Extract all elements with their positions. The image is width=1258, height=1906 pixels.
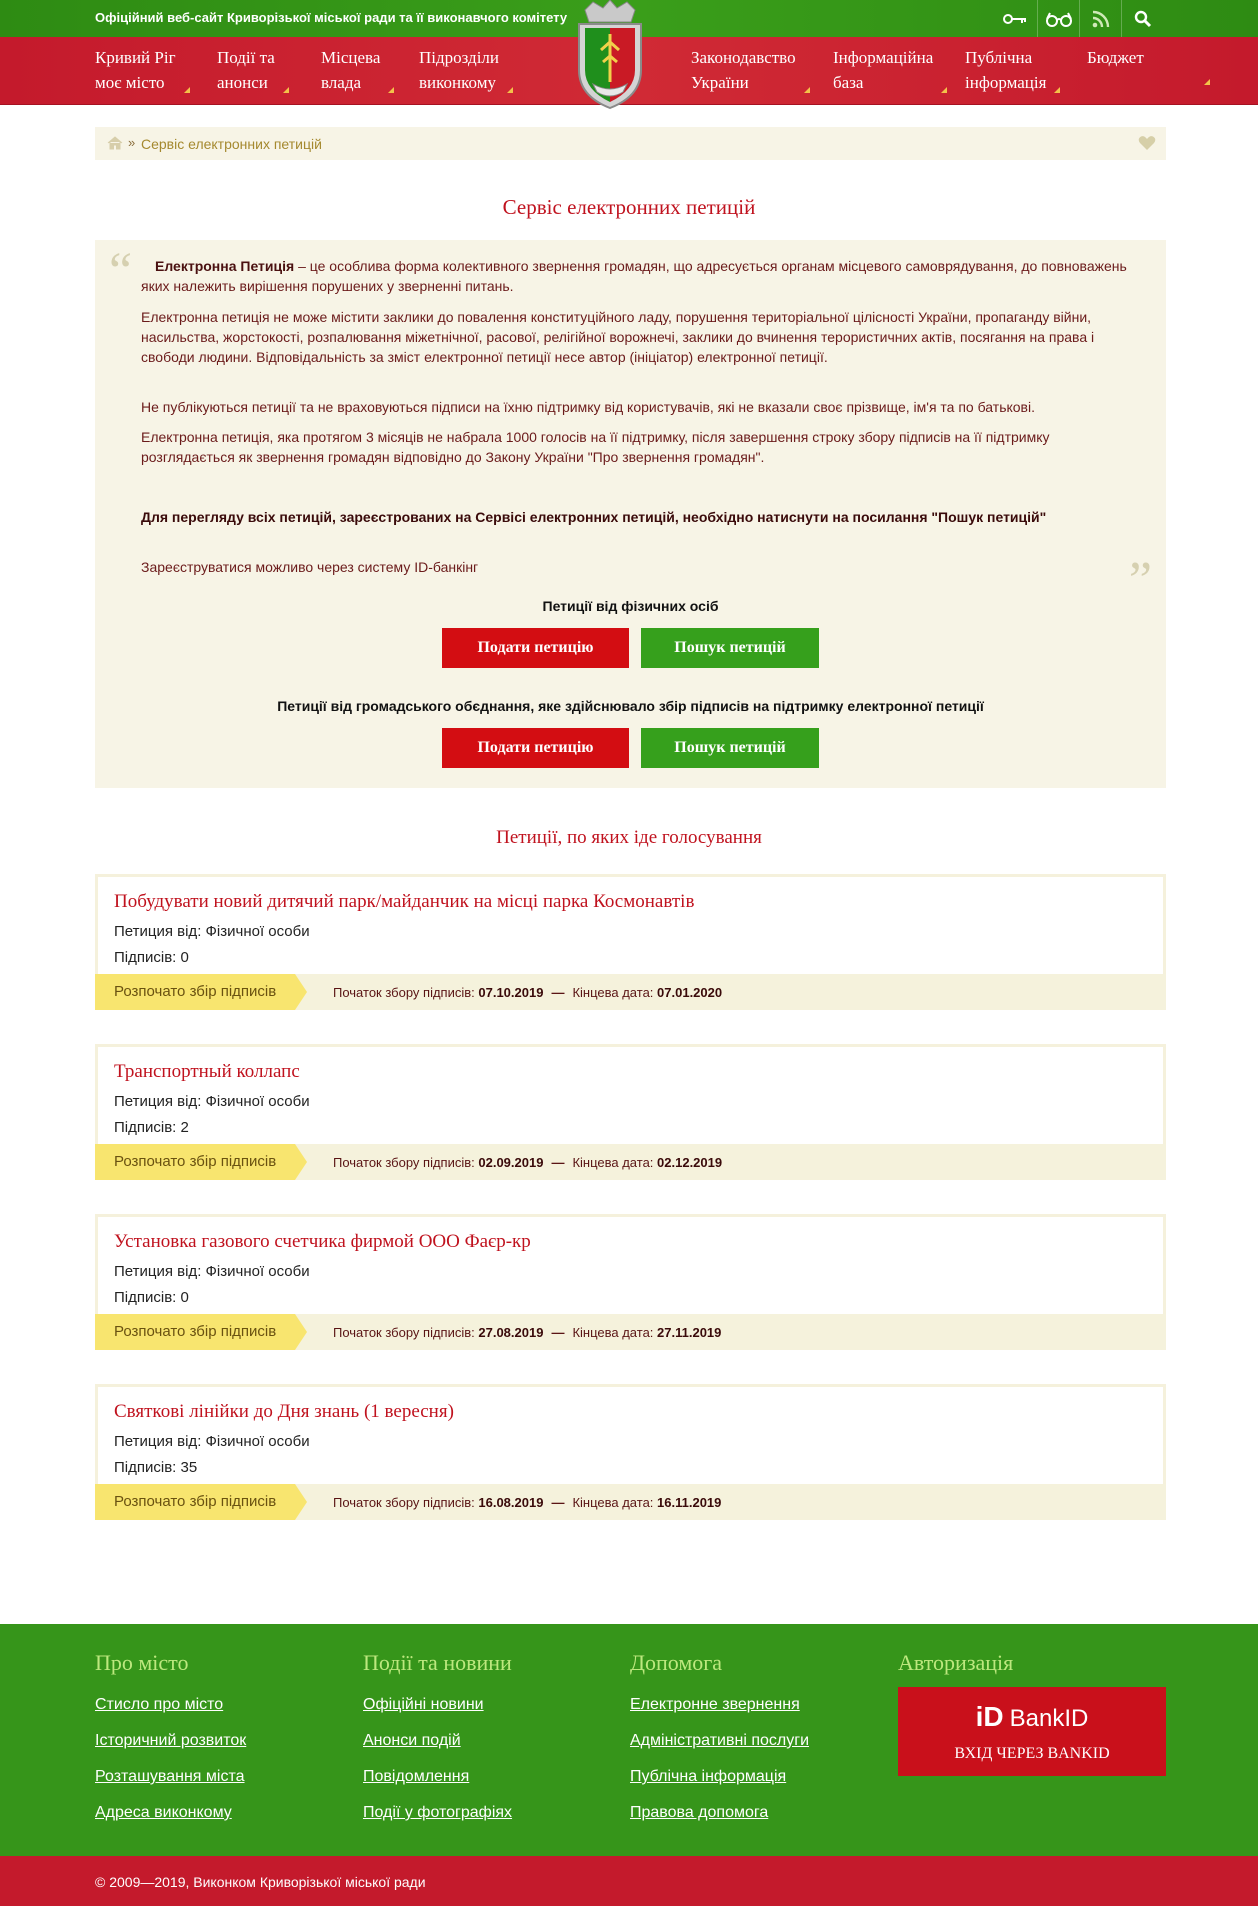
- petition-title[interactable]: Транспортный коллапс: [114, 1061, 300, 1082]
- status-badge: Розпочато збір підписів: [95, 1314, 295, 1350]
- copyright-bar: [0, 1856, 1258, 1906]
- breadcrumb: [95, 127, 1166, 160]
- petition-from: Петиция від: Фізичної особи: [114, 923, 310, 940]
- search-petitions-button-associations[interactable]: Пошук петицій: [641, 728, 819, 768]
- menu-item-public-info[interactable]: Публічна інформація: [965, 45, 1046, 95]
- footer-link[interactable]: Стисло про місто: [95, 1696, 224, 1713]
- footer: [0, 1624, 1258, 1856]
- petition-card: [95, 874, 1166, 1010]
- footer-link[interactable]: Адреса виконкому: [95, 1804, 232, 1821]
- petition-signatures: Підписів: 35: [114, 1459, 198, 1476]
- footer-link[interactable]: Розташування міста: [95, 1768, 245, 1785]
- glasses-icon[interactable]: [1037, 0, 1079, 37]
- footer-link[interactable]: Адміністративні послуги: [630, 1732, 809, 1749]
- search-petitions-button-individuals[interactable]: Пошук петицій: [641, 628, 819, 668]
- submit-petition-button-associations[interactable]: Подати петицію: [442, 728, 629, 768]
- info-paragraph-anonymous: Не публікуються петиції та не враховуються підписи на їхню підтримку від користувачів, які не вказали своє прізвище, ім'я та по батькові.: [141, 399, 1035, 415]
- breadcrumb-separator: »: [128, 135, 136, 150]
- quote-close-icon: ”: [1128, 552, 1152, 609]
- footer-link[interactable]: Правова допомога: [630, 1804, 769, 1821]
- submit-petition-button-individuals[interactable]: Подати петицію: [442, 628, 629, 668]
- status-badge: Розпочато збір підписів: [95, 1484, 295, 1520]
- bankid-logo: iD BankID: [975, 1701, 1089, 1732]
- info-paragraph-search-hint: Для перегляду всіх петицій, зареєстрованих на Сервісі електронних петицій, необхідно натиснути на посилання "Пошук петицій": [141, 509, 1047, 525]
- home-icon[interactable]: [107, 136, 123, 153]
- status-badge: Розпочато збір підписів: [95, 974, 295, 1010]
- info-paragraph-definition: Електронна Петиція – це особлива форма колективного звернення громадян, що адресується органам місцевого самоврядування, до повноважень яких належить вирішення порушених у зверненні питань.: [141, 258, 1127, 294]
- petition-status-bar: [95, 1144, 1166, 1180]
- footer-heading: Допомога: [630, 1650, 723, 1675]
- copyright-text: © 2009—2019, Виконком Криворізької міської ради: [95, 1874, 426, 1890]
- breadcrumb-current[interactable]: Сервіс електронних петицій: [141, 136, 322, 152]
- footer-link[interactable]: Електронне звернення: [630, 1696, 800, 1713]
- footer-link[interactable]: Повідомлення: [363, 1768, 470, 1785]
- petition-dates: Початок збору підписів: 27.08.2019 — Кінцева дата: 27.11.2019: [333, 1325, 722, 1340]
- petition-from: Петиция від: Фізичної особи: [114, 1263, 310, 1280]
- footer-heading: Авторизація: [898, 1650, 1014, 1675]
- petition-dates: Початок збору підписів: 07.10.2019 — Кінцева дата: 07.01.2020: [333, 985, 723, 1000]
- bankid-login-button[interactable]: [898, 1687, 1166, 1776]
- footer-column-help: [630, 1650, 809, 1838]
- footer-link[interactable]: Офіційні новини: [363, 1696, 484, 1713]
- city-emblem-logo[interactable]: [565, 0, 655, 112]
- footer-link[interactable]: Події у фотографіях: [363, 1804, 513, 1821]
- petition-info-box: [95, 240, 1166, 788]
- petition-card: [95, 1214, 1166, 1350]
- group-label-associations: Петиції від громадського обєднання, яке здійснювало збір підписів на підтримку електронної петиції: [277, 698, 984, 714]
- footer-link[interactable]: Анонси подій: [363, 1732, 461, 1749]
- petition-status-bar: [95, 1484, 1166, 1520]
- footer-link[interactable]: Історичний розвиток: [95, 1732, 247, 1749]
- petition-dates: Початок збору підписів: 16.08.2019 — Кінцева дата: 16.11.2019: [333, 1495, 722, 1510]
- petition-title[interactable]: Святкові лінійки до Дня знань (1 вересня): [114, 1401, 454, 1422]
- petition-title[interactable]: Установка газового счетчика фирмой ООО Фаєр-кр: [114, 1231, 531, 1252]
- menu-item-budget[interactable]: Бюджет: [1087, 45, 1144, 70]
- search-icon[interactable]: [1121, 0, 1163, 37]
- key-icon[interactable]: [995, 0, 1037, 37]
- petition-signatures: Підписів: 2: [114, 1119, 189, 1136]
- menu-item-events[interactable]: Події та анонси: [217, 45, 275, 95]
- petition-status-bar: [95, 974, 1166, 1010]
- petition-dates: Початок збору підписів: 02.09.2019 — Кінцева дата: 02.12.2019: [333, 1155, 723, 1170]
- petition-from: Петиция від: Фізичної особи: [114, 1093, 310, 1110]
- status-badge: Розпочато збір підписів: [95, 1144, 295, 1180]
- petition-status-bar: [95, 1314, 1166, 1350]
- petition-from: Петиция від: Фізичної особи: [114, 1433, 310, 1450]
- info-paragraph-restrictions: Електронна петиція не може містити заклики до повалення конституційного ладу, порушення територіальної цілісності України, пропаганду війни, насильства, жорстокості, розпалювання міжетнічної, расової, релігійної ворожнечі, заклики до вчинення терористичних актів, посягання на права і свободи людини. Відповідальність за зміст електронної петиції несе автор (ініціатор) електронної петиції.: [141, 309, 1095, 365]
- petition-card: [95, 1044, 1166, 1180]
- footer-link[interactable]: Публічна інформація: [630, 1768, 787, 1785]
- petition-signatures: Підписів: 0: [114, 1289, 189, 1306]
- petition-signatures: Підписів: 0: [114, 949, 189, 966]
- footer-column-events-news: [363, 1650, 512, 1838]
- menu-item-departments[interactable]: Підрозділи виконкому: [419, 45, 499, 95]
- page-title: Сервіс електронних петицій: [502, 195, 756, 219]
- petition-title[interactable]: Побудувати новий дитячий парк/майданчик на місці парка Космонавтів: [114, 891, 695, 912]
- menu-item-local-authority[interactable]: Місцева влада: [321, 45, 380, 95]
- favorite-heart-icon[interactable]: [1138, 135, 1156, 154]
- footer-heading: Про місто: [95, 1650, 189, 1675]
- info-paragraph-threshold: Електронна петиція, яка протягом 3 місяців не набрала 1000 голосів на її підтримку, після завершення строку збору підписів на її підтримку розглядається як звернення громадян відповідно до Закону України "Про звернення громадян".: [141, 429, 1050, 465]
- footer-heading: Події та новини: [363, 1650, 512, 1675]
- footer-column-about-city: [95, 1650, 246, 1838]
- bankid-cta-label: ВХІД ЧЕРЕЗ BANKID: [954, 1745, 1110, 1762]
- info-paragraph-register: Зареєструватися можливо через систему ID-банкінг: [141, 559, 479, 575]
- group-label-individuals: Петиції від фізичних осіб: [542, 598, 719, 614]
- rss-icon[interactable]: [1079, 0, 1121, 37]
- menu-item-legislation[interactable]: Законодавство України: [691, 45, 796, 95]
- quote-open-icon: “: [109, 243, 133, 300]
- menu-item-city[interactable]: Кривий Ріг моє місто: [95, 45, 176, 95]
- top-icons: [995, 0, 1163, 37]
- petition-card: [95, 1384, 1166, 1520]
- menu-item-info-base[interactable]: Інформаційна база: [833, 45, 933, 95]
- section-title-voting: Петиції, по яких іде голосування: [496, 827, 762, 848]
- site-title: Офіційний веб-сайт Криворізької міської ради та її виконавчого комітету: [95, 10, 568, 25]
